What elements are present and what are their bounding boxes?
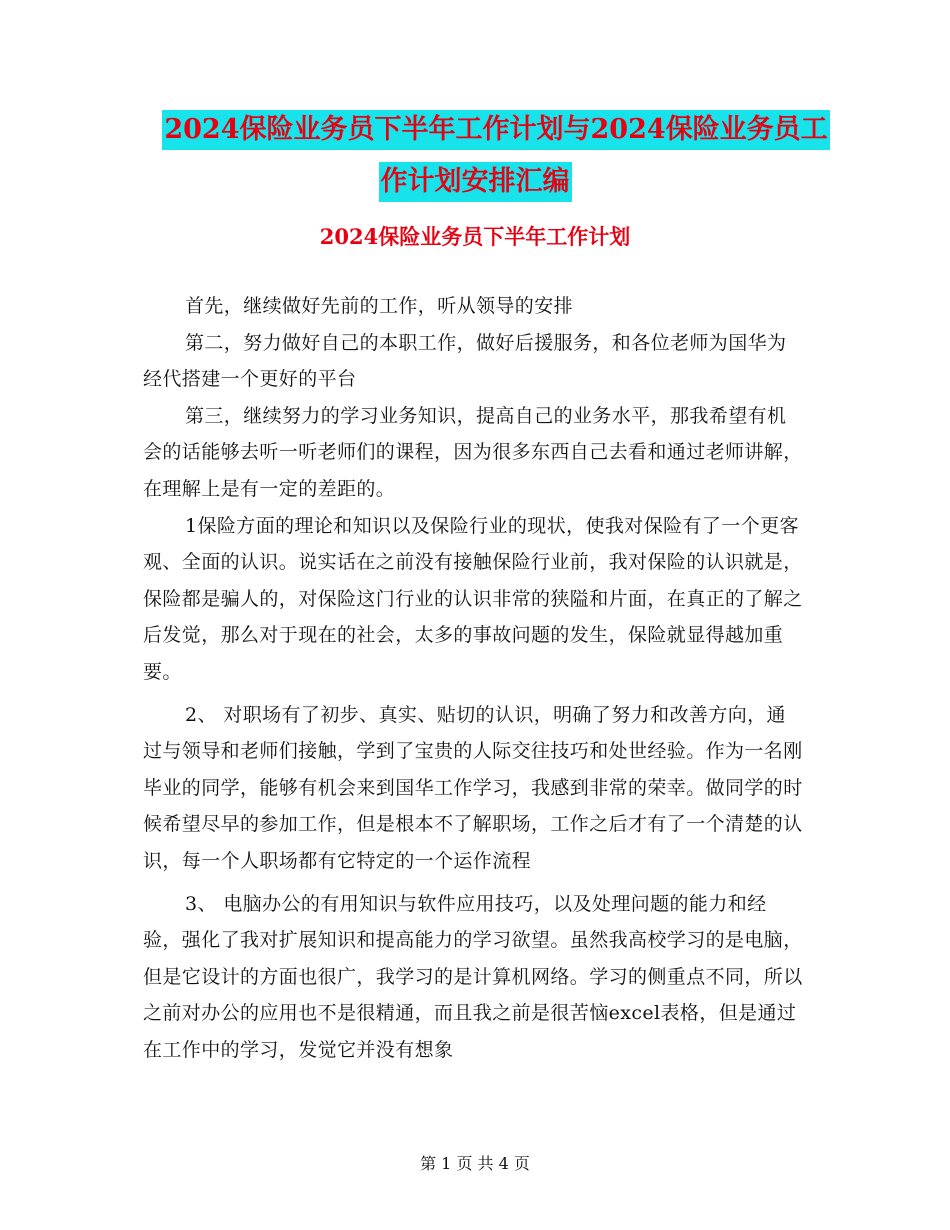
title-line-1: 2024保险业务员下半年工作计划与2024保险业务员工 [162,110,829,150]
paragraph-5: 2、 对职场有了初步、真实、贴切的认识，明确了努力和改善方向，通过与领导和老师们接触，学到了宝贵的人际交往技巧和处世经验。作为一名刚毕业的同学，能够有机会来到国华工作学习，我感到非常的荣幸。做同学的时候希望尽早的参加工作，但是根本不了解职场，工作之后才有了一个清楚的认识，每一个人职场都有它特定的一个运作流程 [143,703,803,872]
page-footer: 第 1 页 共 4 页 [420,1154,530,1173]
document-title [0,110,950,204]
paragraph-4: 1保险方面的理论和知识以及保险行业的现状，使我对保险有了一个更客观、全面的认识。说实话在之前没有接触保险行业前，我对保险的认识就是，保险都是骗人的，对保险这门行业的认识非常的狭隘和片面，在真正的了解之后发觉，那么对于现在的社会，太多的事故问题的发生，保险就显得越加重要。 [143,514,803,683]
title-line-2: 作计划安排汇编 [379,162,572,202]
paragraph-6: 3、 电脑办公的有用知识与软件应用技巧，以及处理问题的能力和经验，强化了我对扩展知识和提高能力的学习欲望。虽然我高校学习的是电脑，但是它设计的方面也很广，我学习的是计算机网络。学习的侧重点不同，所以之前对办公的应用也不是很精通，而且我之前是很苦恼excel表格，但是通过在工作中的学习，发觉它并没有想象 [143,892,803,1061]
document-body [143,288,803,1068]
paragraph-1: 首先，继续做好先前的工作，听从领导的安排 [185,295,574,317]
section-heading: 2024保险业务员下半年工作计划 [319,224,631,249]
paragraph-2: 第二，努力做好自己的本职工作，做好后援服务，和各位老师为国华为经代搭建一个更好的平台 [143,331,787,391]
paragraph-3: 第三，继续努力的学习业务知识，提高自己的业务水平，那我希望有机会的话能够去听一听老师们的课程，因为很多东西自己去看和通过老师讲解，在理解上是有一定的差距的。 [143,404,803,500]
